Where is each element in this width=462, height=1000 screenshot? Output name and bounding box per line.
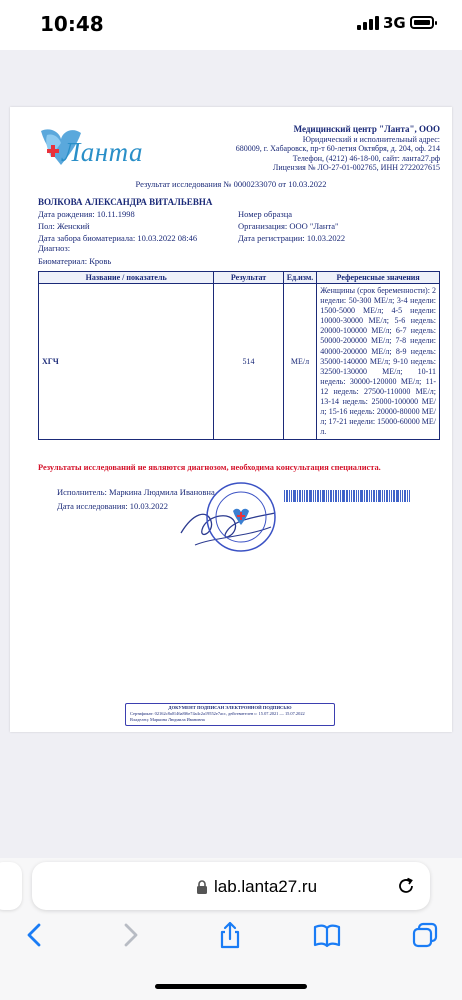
logo-text: Ланта: [62, 137, 144, 167]
previous-tab-preview[interactable]: [0, 862, 22, 910]
executor: Исполнитель: Маркина Людмила Ивановна: [57, 487, 215, 497]
clinic-license: Лицензия № ЛО-27-01-002765, ИНН 2722027615: [272, 163, 440, 173]
clinic-phone: Телефон, (4212) 46-18-00, сайт: ланта27.рф: [292, 153, 440, 163]
patient-name: ВОЛКОВА АЛЕКСАНДРА ВИТАЛЬЕВНА: [38, 197, 213, 207]
browser-toolbar: [0, 858, 462, 1000]
esignature-title: ДОКУМЕНТ ПОДПИСАН ЭЛЕКТРОННОЙ ПОДПИСЬЮ: [168, 705, 292, 710]
tabs-icon[interactable]: [410, 920, 440, 950]
result-title: Результат исследования № 0000233070 от 10.03.2022: [135, 179, 327, 189]
diagnosis: Диагноз:: [38, 243, 71, 253]
url-text: lab.lanta27.ru: [214, 877, 318, 896]
status-time: 10:48: [40, 12, 104, 36]
test-name: ХГЧ: [39, 284, 214, 440]
clinic-header: [200, 125, 440, 173]
gender: Пол: Женский: [38, 221, 90, 231]
home-indicator: [155, 984, 307, 989]
lock-icon: [196, 880, 208, 894]
test-reference: Женщины (срок беременности): 2 недели: 50-300 МЕ/л; 3-4 недели: 1500-5000 МЕ/л; 4-5 недели: 10000-30000 МЕ/л; 5-6 недель: 20000-100000 МЕ/л; 6-7 недель: 50000-200000 МЕ/л; 7-8 недели: 40000-200000 МЕ/л; 8-9 недель: 35000-140000 МЕ/л; 9-10 недель: 32500-130000 МЕ/л; 10-11 недель: 30000-120000 МЕ/л; 11-12 недель: 27500-110000 МЕ/л; 13-14 недель: 25000-100000 МЕ/л; 15-16 недель: 20000-80000 МЕ/л; 17-21 недели: 15000-60000 МЕ/л.: [317, 284, 440, 440]
back-icon[interactable]: [20, 920, 50, 950]
esignature-certificate: Сертификат: 02162c8a0146a8f6e74a4c2a19552e7acc, действителен с: 15.07.2021 — 15.07.2022: [130, 711, 305, 716]
test-unit: МЕ/л: [283, 284, 317, 440]
clinic-name: Медицинский центр "Ланта", ООО: [293, 124, 440, 134]
clinic-address-label: Юридический и исполнительный адрес:: [302, 134, 440, 144]
battery-icon: [410, 16, 434, 29]
registration-date: Дата регистрации: 10.03.2022: [238, 233, 346, 243]
status-bar: [0, 0, 462, 50]
column-header-unit: Ед.изм.: [283, 272, 317, 284]
test-result: 514: [214, 284, 283, 440]
table-header-row: [39, 272, 440, 284]
organization: Организация: ООО "Ланта": [238, 221, 339, 231]
collection-date: Дата забора биоматериала: 10.03.2022 08:46: [38, 233, 198, 243]
lab-result-document: [10, 107, 452, 732]
address-bar[interactable]: [32, 862, 430, 910]
results-table: [38, 271, 440, 440]
clinic-address: 680009, г. Хабаровск, пр-т 60-летия Октября, д. 204, оф. 214: [235, 144, 440, 154]
esignature-owner: Владелец: Маркина Людмила Ивановна: [130, 717, 205, 722]
share-icon[interactable]: [215, 920, 245, 950]
forward-icon[interactable]: [115, 920, 145, 950]
barcode: [284, 490, 432, 502]
column-header-result: Результат: [214, 272, 283, 284]
research-date: Дата исследования: 10.03.2022: [57, 501, 169, 511]
organization-stamp-icon: [205, 481, 277, 553]
column-header-reference: Референсные значения: [317, 272, 440, 284]
cellular-signal-icon: [357, 16, 379, 30]
bookmarks-icon[interactable]: [312, 920, 342, 950]
reload-icon[interactable]: [395, 875, 417, 897]
disclaimer: Результаты исследований не являются диагнозом, необходима консультация специалиста.: [38, 463, 381, 472]
biomaterial: Биоматериал: Кровь: [38, 256, 112, 266]
electronic-signature-box: [125, 703, 335, 726]
sample-number: Номер образца: [238, 209, 293, 219]
birth-date: Дата рождения: 10.11.1998: [38, 209, 135, 219]
table-row: [39, 284, 440, 440]
network-type: 3G: [383, 14, 406, 32]
column-header-name: Название / показатель: [39, 272, 214, 284]
